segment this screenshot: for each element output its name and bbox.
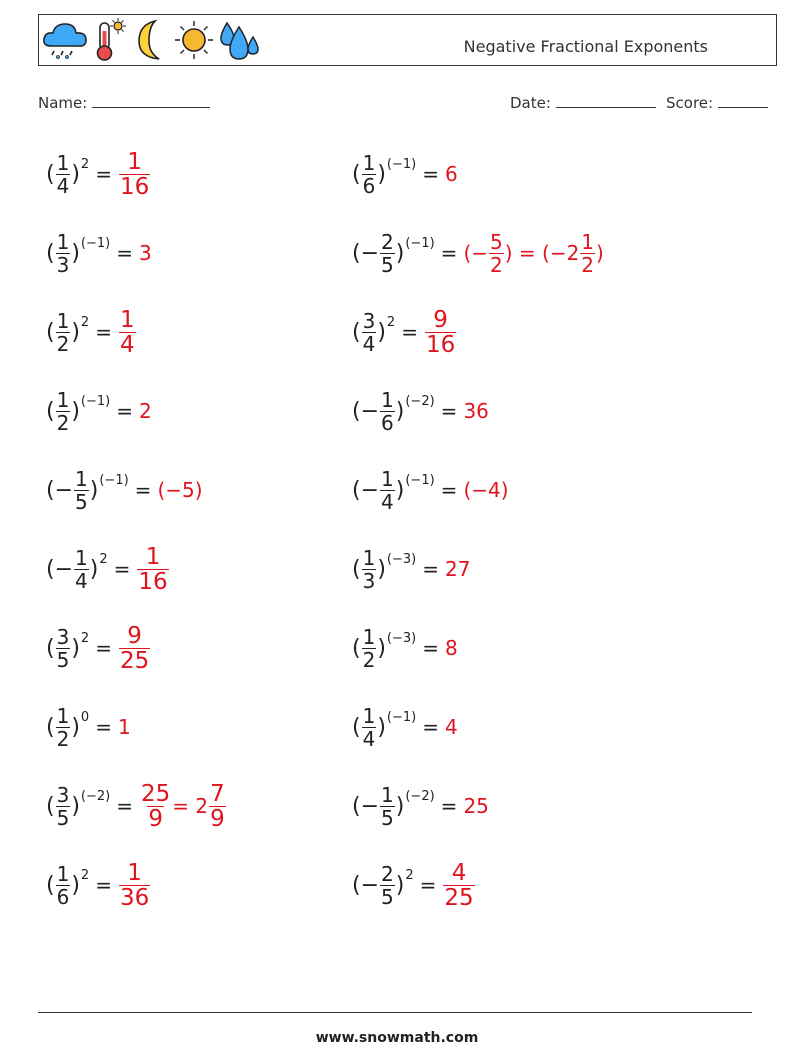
exponent: 2 xyxy=(80,314,90,330)
close-paren: ) xyxy=(377,714,386,740)
exponent: (−1) xyxy=(386,709,417,725)
answer-text: 8 xyxy=(445,636,458,660)
fraction xyxy=(580,231,595,276)
answer-text: 6 xyxy=(445,162,458,186)
open-paren: (− xyxy=(352,477,380,503)
fraction xyxy=(362,547,377,592)
problem-item xyxy=(46,462,203,518)
score-blank[interactable] xyxy=(718,93,768,108)
fraction xyxy=(56,626,71,671)
worksheet-title: Negative Fractional Exponents xyxy=(463,37,708,56)
answer xyxy=(118,624,151,673)
footer-divider xyxy=(38,1012,752,1013)
fraction xyxy=(362,626,377,671)
footer-url: www.snowmath.com xyxy=(315,1030,479,1046)
answer-text: ) = (−2 xyxy=(504,241,580,265)
answer xyxy=(157,478,202,502)
numerator: 1 xyxy=(56,229,70,254)
numerator: 3 xyxy=(56,782,70,807)
open-paren: ( xyxy=(46,793,55,819)
numerator: 9 xyxy=(127,622,142,649)
denominator: 16 xyxy=(138,568,168,595)
denominator: 4 xyxy=(56,173,70,198)
denominator: 36 xyxy=(119,884,150,911)
denominator: 2 xyxy=(56,331,70,356)
numerator: 1 xyxy=(145,543,161,570)
fraction xyxy=(489,231,504,276)
close-paren: ) xyxy=(89,477,99,503)
denominator: 5 xyxy=(381,884,394,909)
open-paren: ( xyxy=(46,398,55,424)
numerator: 5 xyxy=(490,229,503,254)
problem-item xyxy=(352,778,489,834)
open-paren: ( xyxy=(46,872,55,898)
answer-text: 36 xyxy=(463,399,489,423)
denominator: 25 xyxy=(119,647,150,674)
answer-text: (−4) xyxy=(463,478,509,502)
close-paren: ) xyxy=(71,319,80,345)
numerator: 7 xyxy=(210,780,225,807)
fraction xyxy=(443,861,474,910)
problem-item xyxy=(46,778,227,834)
fraction xyxy=(380,784,395,829)
answer xyxy=(445,636,458,660)
denominator: 2 xyxy=(490,252,503,277)
fraction xyxy=(119,150,150,199)
equals-sign: = xyxy=(134,478,152,502)
fraction xyxy=(119,308,136,357)
numerator: 3 xyxy=(362,308,376,333)
score-label: Score: xyxy=(666,94,714,112)
numerator: 2 xyxy=(381,861,394,886)
open-paren: ( xyxy=(352,556,361,582)
answer-text: = 2 xyxy=(172,794,209,818)
name-label: Name: xyxy=(38,94,88,112)
numerator: 1 xyxy=(362,150,376,175)
close-paren: ) xyxy=(377,556,386,582)
numerator: 1 xyxy=(362,545,376,570)
close-paren: ) xyxy=(71,398,80,424)
answer-text: 27 xyxy=(445,557,471,581)
denominator: 6 xyxy=(381,410,394,435)
numerator: 1 xyxy=(381,466,394,491)
answer xyxy=(463,231,603,276)
close-paren: ) xyxy=(71,161,80,187)
exponent: (−2) xyxy=(80,788,111,804)
answer-text: 3 xyxy=(139,241,152,265)
exponent: (−2) xyxy=(405,788,435,804)
close-paren: ) xyxy=(71,714,80,740)
problem-item xyxy=(352,383,489,439)
fraction xyxy=(380,231,395,276)
exponent: (−1) xyxy=(405,472,435,488)
numerator: 1 xyxy=(119,306,135,333)
close-paren: ) xyxy=(395,398,405,424)
moon-icon xyxy=(129,17,171,63)
open-paren: ( xyxy=(352,714,361,740)
answer xyxy=(442,861,475,910)
problem-item xyxy=(352,541,470,597)
numerator: 1 xyxy=(362,624,376,649)
exponent: (−1) xyxy=(80,235,111,251)
equals-sign: = xyxy=(440,399,458,423)
answer xyxy=(445,162,458,186)
fraction xyxy=(140,782,171,831)
date-field[interactable] xyxy=(510,93,656,112)
open-paren: (− xyxy=(46,477,74,503)
problem-item xyxy=(352,225,604,281)
denominator: 6 xyxy=(362,173,376,198)
numerator: 9 xyxy=(433,306,448,333)
open-paren: (− xyxy=(352,398,380,424)
denominator: 2 xyxy=(56,726,70,751)
denominator: 16 xyxy=(425,331,456,358)
answer xyxy=(139,241,152,265)
denominator: 4 xyxy=(119,331,135,358)
date-label: Date: xyxy=(510,94,551,112)
equals-sign: = xyxy=(95,715,112,739)
numerator: 1 xyxy=(362,703,376,728)
equals-sign: = xyxy=(95,636,112,660)
numerator: 1 xyxy=(56,703,70,728)
numerator: 1 xyxy=(127,859,142,886)
fraction xyxy=(74,468,89,513)
fraction xyxy=(425,308,456,357)
equals-sign: = xyxy=(95,162,112,186)
numerator: 4 xyxy=(451,859,467,886)
numerator: 1 xyxy=(581,229,595,254)
answer-text: 25 xyxy=(463,794,489,818)
exponent: (−3) xyxy=(386,630,417,646)
denominator: 25 xyxy=(444,884,474,911)
problem-item xyxy=(352,146,458,202)
close-paren: ) xyxy=(71,872,80,898)
thermometer-icon xyxy=(91,17,127,63)
close-paren: ) xyxy=(71,793,80,819)
problem-item xyxy=(46,304,137,360)
close-paren: ) xyxy=(89,556,99,582)
answer xyxy=(139,782,227,831)
open-paren: ( xyxy=(352,319,361,345)
open-paren: ( xyxy=(46,635,55,661)
exponent: 2 xyxy=(80,156,90,172)
exponent: 2 xyxy=(80,630,90,646)
problem-item xyxy=(46,699,131,755)
denominator: 4 xyxy=(75,568,88,593)
exponent: 2 xyxy=(386,314,396,330)
denominator: 5 xyxy=(56,805,70,830)
problem-item xyxy=(352,462,509,518)
denominator: 2 xyxy=(56,410,70,435)
exponent: (−1) xyxy=(386,156,417,172)
answer xyxy=(463,399,488,423)
fraction xyxy=(380,389,395,434)
equals-sign: = xyxy=(113,557,131,581)
answer xyxy=(463,478,508,502)
problem-item xyxy=(352,620,458,676)
exponent: 0 xyxy=(80,709,90,725)
close-paren: ) xyxy=(377,161,386,187)
name-blank[interactable] xyxy=(92,93,210,108)
fraction xyxy=(362,705,377,750)
fraction xyxy=(56,389,71,434)
numerator: 1 xyxy=(56,308,70,333)
close-paren: ) xyxy=(395,872,405,898)
denominator: 4 xyxy=(362,726,376,751)
denominator: 6 xyxy=(56,884,70,909)
open-paren: ( xyxy=(352,635,361,661)
exponent: (−3) xyxy=(386,551,417,567)
fraction xyxy=(56,310,71,355)
fraction xyxy=(119,624,150,673)
denominator: 9 xyxy=(210,805,225,832)
exponent: 2 xyxy=(99,551,108,567)
numerator: 1 xyxy=(75,545,88,570)
exponent: (−1) xyxy=(405,235,435,251)
close-paren: ) xyxy=(395,793,405,819)
denominator: 5 xyxy=(381,252,394,277)
equals-sign: = xyxy=(95,873,112,897)
cloud-rain-icon xyxy=(41,18,89,62)
open-paren: ( xyxy=(46,240,55,266)
close-paren: ) xyxy=(377,635,386,661)
open-paren: ( xyxy=(46,319,55,345)
denominator: 9 xyxy=(148,805,163,832)
problem-item xyxy=(46,620,151,676)
answer xyxy=(445,715,458,739)
equals-sign: = xyxy=(422,636,439,660)
numerator: 1 xyxy=(56,150,70,175)
problem-item xyxy=(46,225,152,281)
answer xyxy=(118,861,151,910)
problem-item xyxy=(352,699,458,755)
score-field[interactable] xyxy=(666,93,768,112)
answer-text: 2 xyxy=(139,399,152,423)
equals-sign: = xyxy=(116,794,133,818)
denominator: 3 xyxy=(362,568,376,593)
fraction xyxy=(74,547,89,592)
fraction xyxy=(380,863,395,908)
answer xyxy=(463,794,488,818)
problem-item xyxy=(46,541,170,597)
worksheet-header xyxy=(38,14,777,66)
numerator: 2 xyxy=(381,229,394,254)
numerator: 1 xyxy=(381,782,394,807)
open-paren: (− xyxy=(352,240,380,266)
answer xyxy=(136,545,169,594)
fraction xyxy=(56,784,71,829)
water-drops-icon xyxy=(217,17,261,63)
fraction xyxy=(119,861,150,910)
denominator: 2 xyxy=(362,647,376,672)
exponent: (−1) xyxy=(99,472,129,488)
denominator: 16 xyxy=(119,173,150,200)
problem-item xyxy=(352,857,476,913)
numerator: 1 xyxy=(127,148,142,175)
fraction xyxy=(362,310,377,355)
answer-text: 4 xyxy=(445,715,458,739)
equals-sign: = xyxy=(440,478,458,502)
fraction xyxy=(362,152,377,197)
answer-text: 1 xyxy=(117,715,131,739)
numerator: 1 xyxy=(75,466,88,491)
exponent: (−2) xyxy=(405,393,435,409)
close-paren: ) xyxy=(395,477,405,503)
close-paren: ) xyxy=(395,240,405,266)
equals-sign: = xyxy=(440,794,458,818)
answer-text: (− xyxy=(463,241,488,265)
answer-text: (−5) xyxy=(157,478,203,502)
answer xyxy=(445,557,470,581)
problem-item xyxy=(46,146,151,202)
problem-item xyxy=(46,383,152,439)
answer-text: ) xyxy=(596,241,604,265)
equals-sign: = xyxy=(422,162,439,186)
open-paren: (− xyxy=(46,556,74,582)
fraction xyxy=(56,231,71,276)
denominator: 5 xyxy=(75,489,88,514)
answer xyxy=(118,308,137,357)
denominator: 4 xyxy=(381,489,394,514)
numerator: 25 xyxy=(141,780,171,807)
denominator: 2 xyxy=(581,252,595,277)
open-paren: (− xyxy=(352,872,380,898)
denominator: 3 xyxy=(56,252,70,277)
fraction xyxy=(56,705,71,750)
sun-icon xyxy=(173,17,215,63)
open-paren: ( xyxy=(352,161,361,187)
numerator: 3 xyxy=(56,624,70,649)
close-paren: ) xyxy=(71,240,80,266)
open-paren: ( xyxy=(46,161,55,187)
problem-item xyxy=(46,857,151,913)
date-blank[interactable] xyxy=(556,93,656,108)
numerator: 1 xyxy=(56,387,70,412)
denominator: 4 xyxy=(362,331,376,356)
denominator: 5 xyxy=(381,805,394,830)
equals-sign: = xyxy=(116,399,133,423)
fraction xyxy=(56,863,71,908)
answer xyxy=(139,399,152,423)
problem-item xyxy=(352,304,457,360)
header-icons xyxy=(41,17,261,63)
open-paren: ( xyxy=(46,714,55,740)
exponent: 2 xyxy=(80,867,90,883)
exponent: 2 xyxy=(405,867,414,883)
equals-sign: = xyxy=(116,241,133,265)
equals-sign: = xyxy=(419,873,437,897)
equals-sign: = xyxy=(95,320,112,344)
numerator: 1 xyxy=(56,861,70,886)
answer xyxy=(424,308,457,357)
equals-sign: = xyxy=(422,557,439,581)
close-paren: ) xyxy=(377,319,386,345)
equals-sign: = xyxy=(440,241,458,265)
fraction xyxy=(137,545,168,594)
fraction xyxy=(380,468,395,513)
fraction xyxy=(56,152,71,197)
equals-sign: = xyxy=(422,715,439,739)
exponent: (−1) xyxy=(80,393,111,409)
answer xyxy=(118,715,131,739)
open-paren: (− xyxy=(352,793,380,819)
answer xyxy=(118,150,151,199)
name-field[interactable] xyxy=(38,93,210,112)
numerator: 1 xyxy=(381,387,394,412)
fraction xyxy=(209,782,226,831)
close-paren: ) xyxy=(71,635,80,661)
equals-sign: = xyxy=(401,320,418,344)
denominator: 5 xyxy=(56,647,70,672)
